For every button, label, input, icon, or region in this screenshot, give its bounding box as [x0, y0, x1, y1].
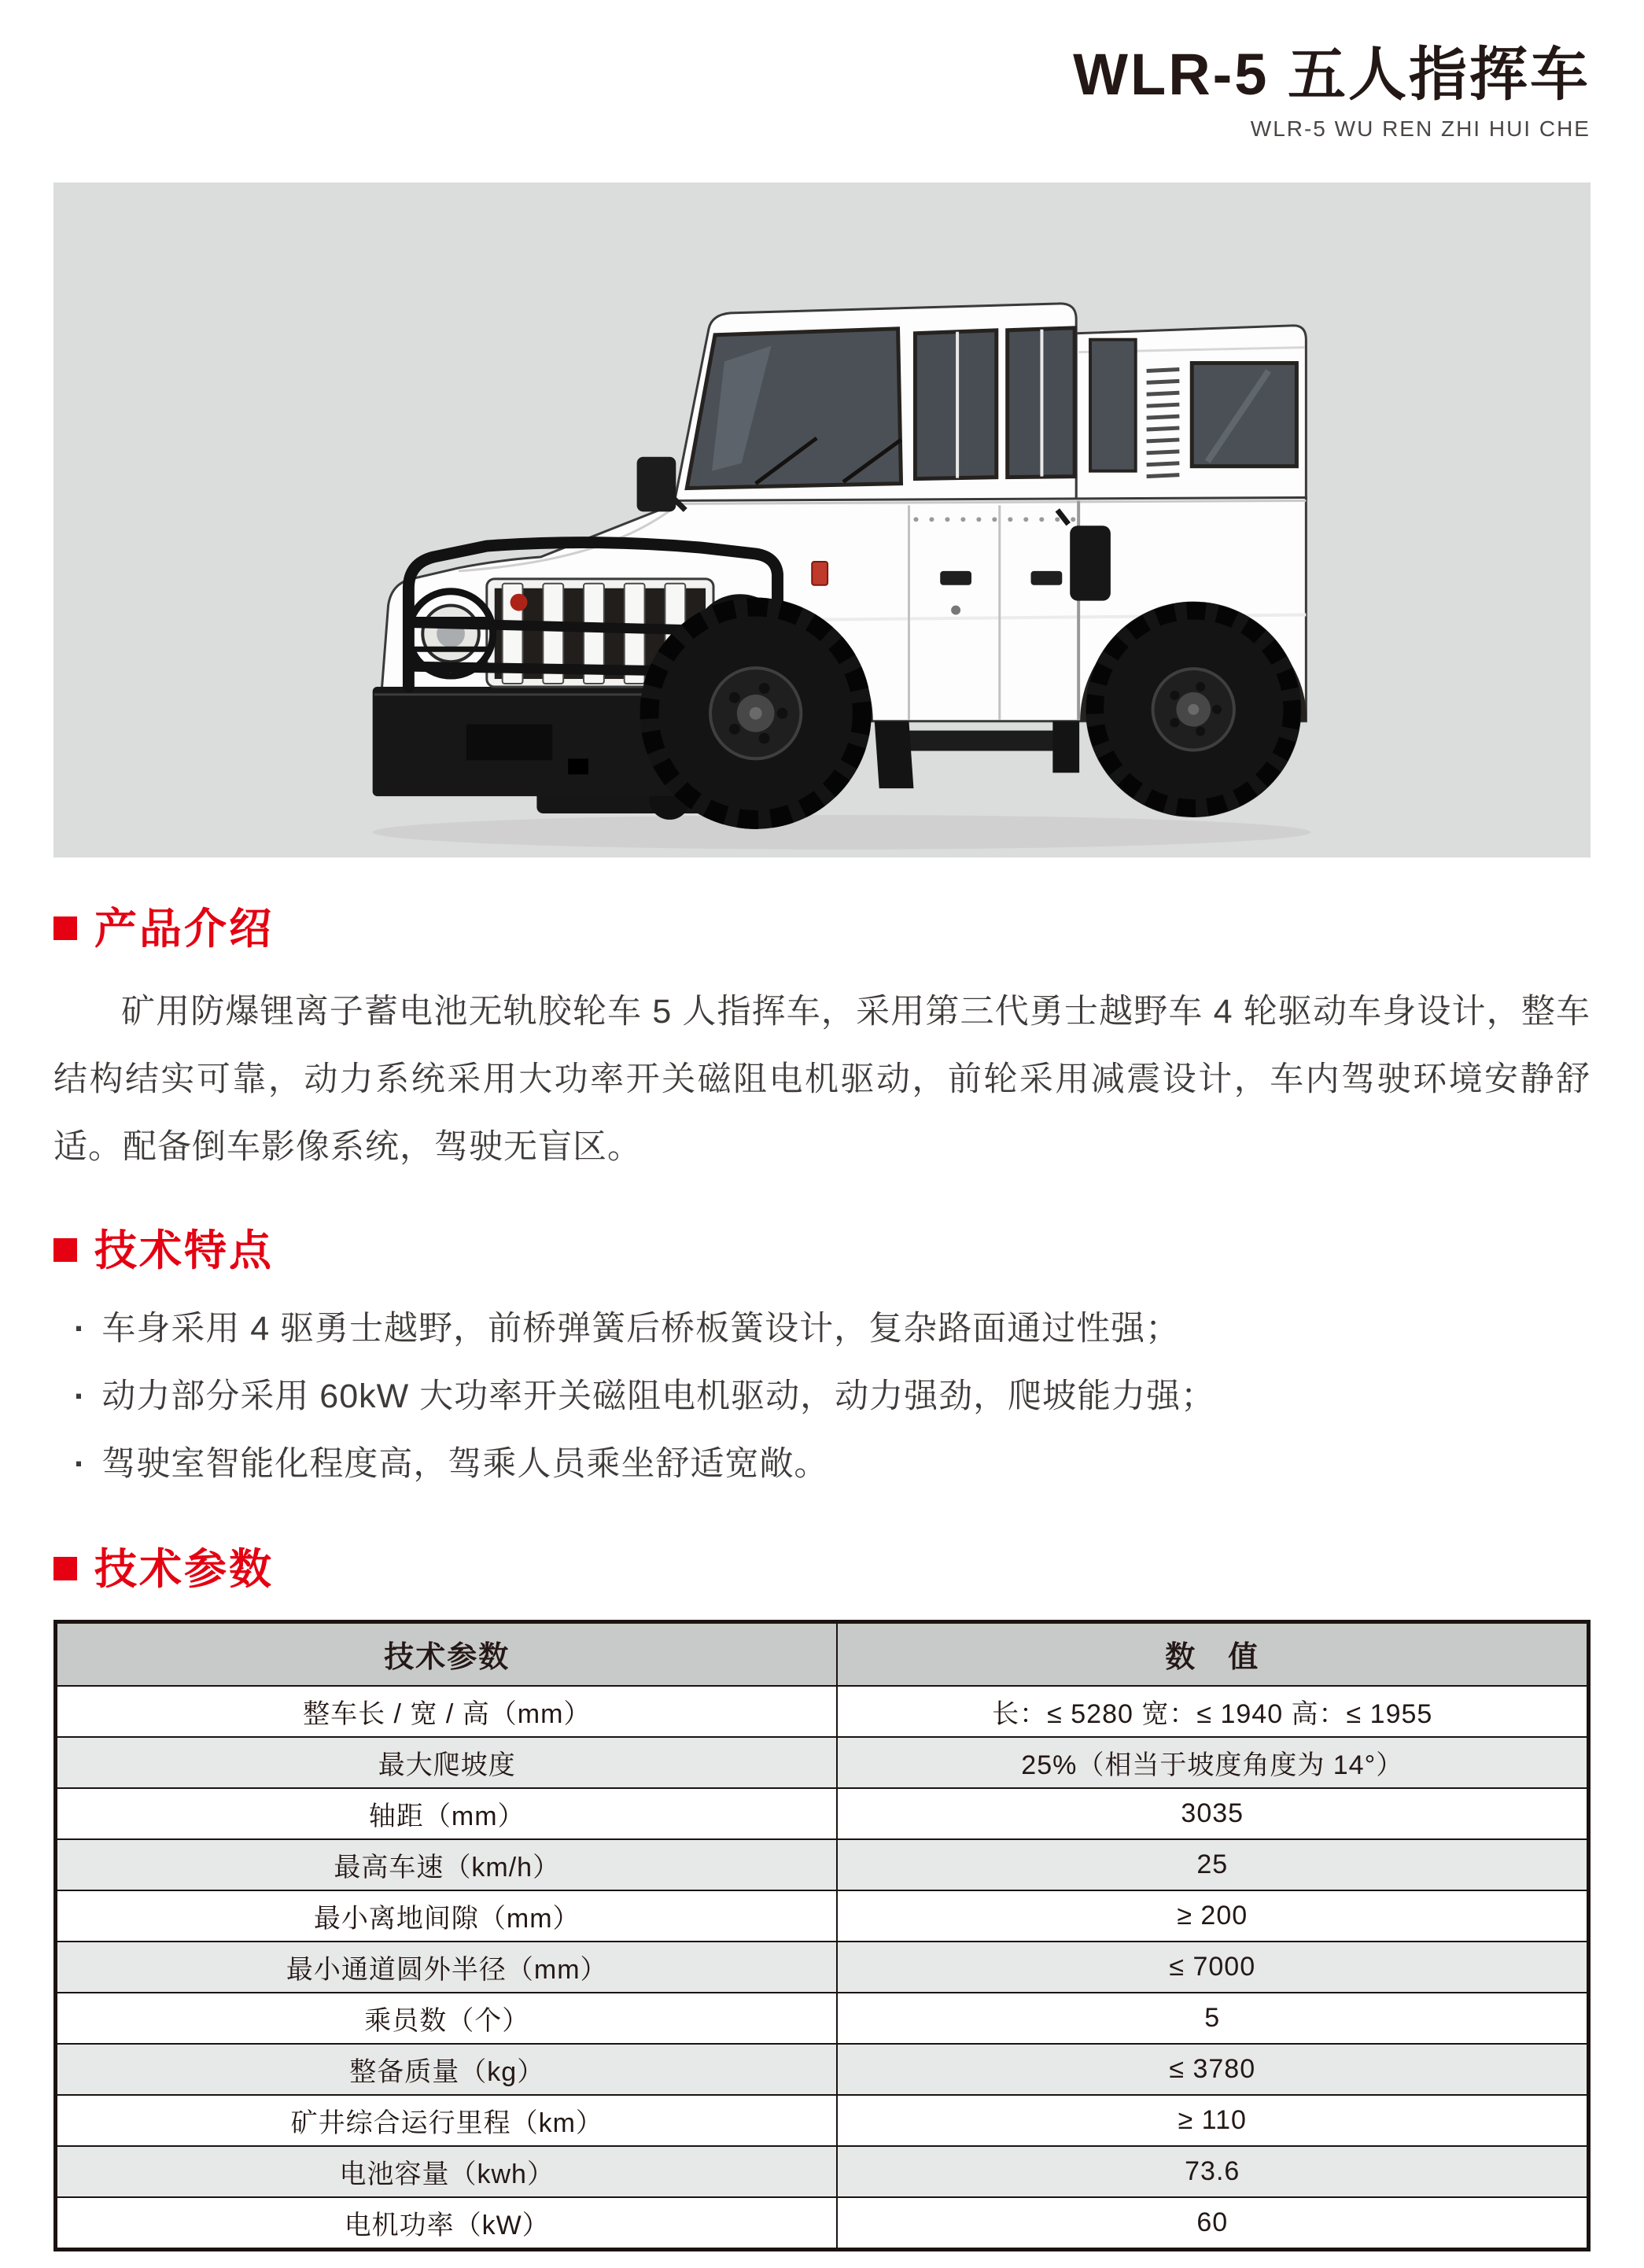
- bullet-dot-icon: ·: [74, 1309, 87, 1348]
- section-intro: [53, 895, 1591, 1181]
- section-title-intro: 产品介绍: [94, 905, 274, 953]
- intro-paragraph: 矿用防爆锂离子蓄电池无轨胶轮车 5 人指挥车，采用第三代勇士越野车 4 轮驱动车身设计，整车结构结实可靠，动力系统采用大功率开关磁阻电机驱动，前轮采用减震设计，车内驾驶环境安静舒适。配备倒车影像系统，驾驶无盲区。: [53, 992, 1591, 1166]
- spec-label: 电池容量（kwh）: [56, 2146, 838, 2197]
- table-row: [56, 2044, 1589, 2095]
- spec-label: 矿井综合运行里程（km）: [56, 2095, 838, 2146]
- spec-value: 60: [837, 2197, 1588, 2250]
- features-list: [53, 1295, 1591, 1498]
- page-title: WLR-5 五人指挥车: [1073, 42, 1591, 107]
- red-fog-lamp: [511, 593, 528, 610]
- spec-value: 5: [837, 1993, 1588, 2044]
- spec-label: 整备质量（kg）: [56, 2044, 838, 2095]
- spec-label: 最小通道圆外半径（mm）: [56, 1942, 838, 1993]
- section-intro-heading: [53, 895, 1591, 956]
- table-row: [56, 1737, 1589, 1788]
- table-row: [56, 1839, 1589, 1890]
- section-title-specs: 技术参数: [94, 1545, 274, 1593]
- vehicle-shadow: [373, 815, 1311, 850]
- feature-text: 动力部分采用 60kW 大功率开关磁阻电机驱动，动力强劲，爬坡能力强；: [101, 1377, 1216, 1415]
- section-bullet-icon: [53, 916, 77, 940]
- feature-item: [53, 1295, 1591, 1363]
- spec-value: 长：≤ 5280 宽：≤ 1940 高：≤ 1955: [837, 1686, 1588, 1737]
- spec-label: 最小离地间隙（mm）: [56, 1890, 838, 1942]
- doc-header: [53, 0, 1591, 142]
- specs-col-parameter: 技术参数: [56, 1621, 838, 1686]
- table-row: [56, 2146, 1589, 2197]
- feature-text: 车身采用 4 驱勇士越野，前桥弹簧后桥板簧设计，复杂路面通过性强；: [101, 1309, 1181, 1348]
- rear-wheel: [1086, 601, 1301, 817]
- red-reflector: [812, 562, 828, 585]
- specs-col-value: 数 值: [837, 1621, 1588, 1686]
- spec-label: 最高车速（km/h）: [56, 1839, 838, 1890]
- spec-value: 3035: [837, 1788, 1588, 1839]
- spec-label: 乘员数（个）: [56, 1993, 838, 2044]
- section-title-features: 技术特点: [94, 1226, 274, 1274]
- table-row: [56, 1788, 1589, 1839]
- rear-mud-flap: [1052, 721, 1079, 773]
- door-lock: [951, 605, 960, 614]
- table-row: [56, 1942, 1589, 1993]
- section-bullet-icon: [53, 1557, 77, 1580]
- page-subtitle: WLR-5 WU REN ZHI HUI CHE: [1250, 116, 1591, 141]
- section-bullet-icon: [53, 1238, 77, 1262]
- specs-table-body: [56, 1686, 1589, 2250]
- table-row: [56, 1686, 1589, 1737]
- table-row: [56, 2095, 1589, 2146]
- feature-item: [53, 1430, 1591, 1498]
- spec-value: ≥ 200: [837, 1890, 1588, 1942]
- vehicle-photo: [334, 252, 1350, 862]
- spec-value: ≤ 3780: [837, 2044, 1588, 2095]
- front-mud-flap: [875, 721, 914, 787]
- spec-value: 73.6: [837, 2146, 1588, 2197]
- spec-value: 25%（相当于坡度角度为 14°）: [837, 1737, 1588, 1788]
- specs-header-row: [56, 1621, 1589, 1686]
- spec-label: 轴距（mm）: [56, 1788, 838, 1839]
- bullet-dot-icon: ·: [74, 1444, 87, 1483]
- spec-value: ≤ 7000: [837, 1942, 1588, 1993]
- door-handle: [940, 571, 971, 585]
- spec-value: 25: [837, 1839, 1588, 1890]
- spec-label: 电机功率（kW）: [56, 2197, 838, 2250]
- feature-text: 驾驶室智能化程度高，驾乘人员乘坐舒适宽敞。: [101, 1444, 829, 1483]
- spec-label: 整车长 / 宽 / 高（mm）: [56, 1686, 838, 1737]
- front-wheel: [640, 597, 872, 828]
- section-features-heading: [53, 1217, 1591, 1278]
- spec-value: ≥ 110: [837, 2095, 1588, 2146]
- table-row: [56, 2197, 1589, 2250]
- spec-label: 最大爬坡度: [56, 1737, 838, 1788]
- section-features: [53, 1217, 1591, 1498]
- specs-table: [53, 1620, 1591, 2251]
- bullet-dot-icon: ·: [74, 1377, 87, 1415]
- table-row: [56, 1890, 1589, 1942]
- product-photo-panel: [53, 183, 1591, 857]
- door-handle: [1031, 571, 1063, 585]
- section-specs-heading: [53, 1536, 1591, 1596]
- table-row: [56, 1993, 1589, 2044]
- feature-item: [53, 1363, 1591, 1430]
- section-specs: [53, 1536, 1591, 2251]
